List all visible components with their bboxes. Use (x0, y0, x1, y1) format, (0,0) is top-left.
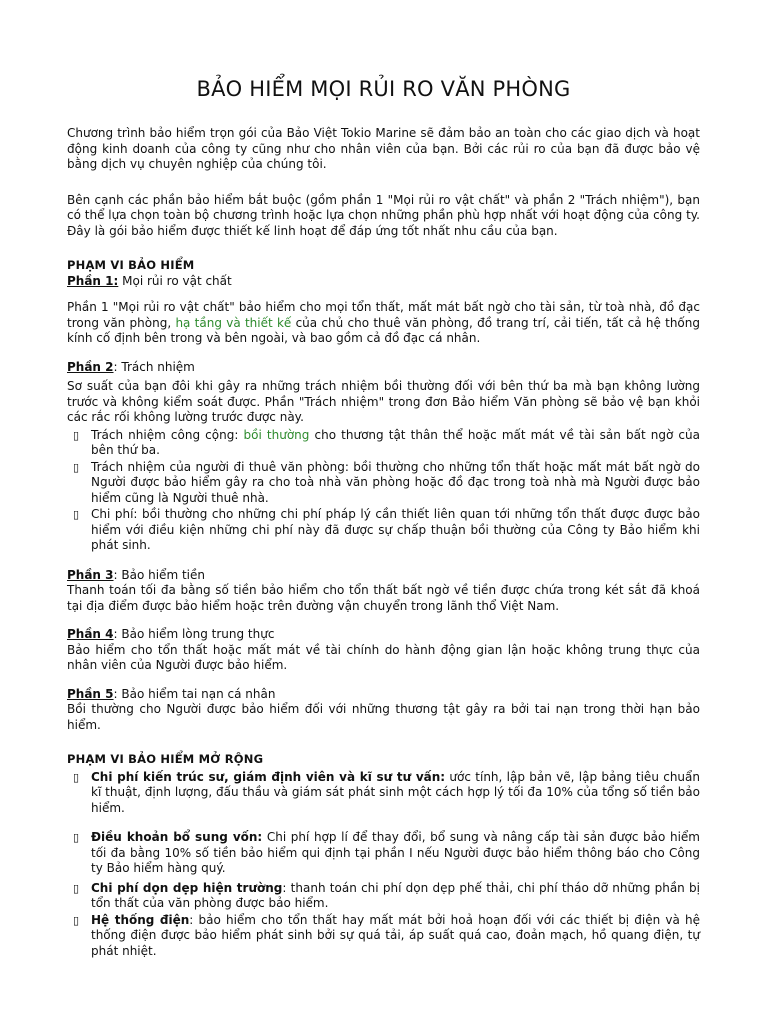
list-item (67, 770, 700, 817)
extended-bullet-list (67, 770, 700, 960)
ext-item-3-title: Chi phí dọn dẹp hiện trường (91, 880, 283, 895)
part-5-heading (67, 687, 700, 703)
part-3-label: Phần 3 (67, 567, 114, 582)
part-1-body (67, 300, 700, 347)
part-2-bullet-list (67, 428, 700, 554)
list-item (67, 913, 700, 960)
part-2-body: Sơ suất của bạn đôi khi gây ra những trách nhiệm bồi thường đối với bên thứ ba mà bạn không lường trước và không kiểm soát được. Phần "Trách nhiệm" trong đơn Bảo hiểm Văn phòng sẽ bảo vệ bạn khỏi các rắc rối không lường trước được này. (67, 379, 700, 424)
part-5-body: Bồi thường cho Người được bảo hiểm đối với những thương tật gây ra bởi tai nạn trong thời hạn bảo hiểm. (67, 702, 700, 732)
bullet-1-text-a: Trách nhiệm công cộng: (91, 427, 244, 442)
ext-item-1-title: Chi phí kiến trúc sư, giám định viên và kĩ sư tư vấn: (91, 769, 446, 784)
list-item (67, 881, 700, 912)
scope-heading: PHẠM VI BẢO HIỂM (67, 258, 195, 272)
part-1-body-text-b: của chủ cho thuê văn phòng, đồ trang trí, cải tiến, tất cả hệ thống kính cố định bên trong và bên ngoài, và bao gồm cả đồ đạc cá nhân. (67, 315, 700, 345)
bullet-icon: ▯ (73, 881, 80, 895)
bullet-icon: ▯ (73, 508, 80, 521)
list-item (67, 428, 700, 459)
list-item (67, 460, 700, 507)
part-1-label: Phần 1: (67, 273, 119, 288)
bullet-1-text-b: cho thương tật thân thể hoặc mất mát về tài sản bất ngờ của bên thứ ba. (91, 427, 700, 457)
part-1-title: Mọi rủi ro vật chất (118, 273, 232, 288)
part-1-body-text-a: Phần 1 "Mọi rủi ro vật chất" bảo hiểm cho mọi tổn thất, mất mát bất ngờ cho tài sản, từ toà nhà, đồ đạc trong văn phòng, (67, 300, 700, 330)
part-5-title: : Bảo hiểm tai nạn cá nhân (113, 686, 276, 701)
page-title: BẢO HIỂM MỌI RỦI RO VĂN PHÒNG (196, 77, 571, 101)
part-2-label: Phần 2 (67, 359, 114, 374)
ext-item-2-text: Chi phí hợp lí để thay đổi, bổ sung và nâng cấp tài sản được bảo hiểm tối đa bằng 10% số tiền bảo hiểm qui định tại phần I nếu Người được bảo hiểm thông báo cho Công ty Bảo hiểm hàng quý. (91, 830, 700, 875)
part-4-label: Phần 4 (67, 627, 114, 641)
ext-item-4-text: : bảo hiểm cho tổn thất hay mất mát bởi hoả hoạn đối với các thiết bị điện và hệ thống điện được bảo hiểm phát sinh bởi sự quá tải, áp suất quá cao, đoản mạch, hồ quang điện, tự phát nhiệt. (91, 912, 701, 958)
ext-item-3-text: : thanh toán chi phí dọn dẹp phế thải, chi phí tháo dỡ những phần bị tổn thất của văn phòng được bảo hiểm. (91, 880, 700, 910)
bullet-1-link-compensation[interactable]: bồi thường (243, 427, 310, 442)
intro-paragraph-2: Bên cạnh các phần bảo hiểm bắt buộc (gồm phần 1 "Mọi rủi ro vật chất" và phần 2 "Trách nhiệm"), bạn có thể lựa chọn toàn bộ chương trình hoặc lựa chọn những phần phù hợp nhất với hoạt động của công ty. Đây là gói bảo hiểm được thiết kế linh hoạt để đáp ứng tốt nhất nhu cầu của bạn. (67, 192, 700, 238)
ext-item-2-title: Điều khoản bổ sung vốn: (91, 830, 263, 844)
part-3-heading (67, 568, 700, 584)
bullet-icon: ▯ (73, 428, 80, 442)
list-item (67, 830, 700, 877)
intro-paragraph-1: Chương trình bảo hiểm trọn gói của Bảo Việt Tokio Marine sẽ đảm bảo an toàn cho các giao dịch và hoạt động kinh doanh của công ty cũng như cho nhân viên của bạn. Bởi các rủi ro của bạn đã được bảo vệ bằng dịch vụ chuyên nghiệp của chúng tôi. (67, 126, 700, 171)
part-2-title: : Trách nhiệm (113, 359, 195, 374)
ext-item-4-title: Hệ thống điện (91, 912, 190, 927)
extended-scope-heading: PHẠM VI BẢO HIỂM MỞ RỘNG (67, 752, 264, 766)
part-2-heading (67, 360, 700, 376)
part-1-link-infrastructure[interactable]: hạ tầng và thiết kế (175, 315, 292, 330)
bullet-icon: ▯ (73, 913, 80, 927)
part-3-body: Thanh toán tối đa bằng số tiền bảo hiểm cho tổn thất bất ngờ về tiền được chứa trong két sắt đã khoá tại địa điểm được bảo hiểm hoặc trên đường vận chuyển trong lãnh thổ Việt Nam. (67, 583, 700, 613)
bullet-icon: ▯ (73, 770, 80, 784)
part-5-label: Phần 5 (67, 686, 114, 701)
part-4-title: : Bảo hiểm lòng trung thực (113, 627, 275, 641)
bullet-3-text: Chi phí: bồi thường cho những chi phí pháp lý cần thiết liên quan tới những tổn thất được được bảo hiểm với điều kiện những chi phí này đã được sự chấp thuận bồi thường của Công ty Bảo hiểm khi phát sinh. (91, 507, 700, 552)
ext-item-1-text: ước tính, lập bản vẽ, lập bảng tiêu chuẩn kĩ thuật, định lượng, đấu thầu và giám sát phát sinh một cách hợp lý tối đa 10% của tổng số tiền bảo hiểm. (91, 769, 701, 815)
part-4-body: Bảo hiểm cho tổn thất hoặc mất mát về tài chính do hành động gian lận hoặc không trung thực của nhân viên của Người được bảo hiểm. (67, 642, 700, 672)
bullet-icon: ▯ (73, 460, 80, 474)
bullet-2-text: Trách nhiệm của người đi thuê văn phòng: bồi thường cho những tổn thất hoặc mất mát bất ngờ do Người được bảo hiểm gây ra cho toà nhà văn phòng hoặc đồ đạc trong toà nhà mà Người được bảo hiểm cũng là Người thuê nhà. (91, 459, 700, 505)
part-1-heading (67, 274, 700, 290)
list-item (67, 507, 700, 554)
part-4-heading (67, 627, 700, 643)
bullet-icon: ▯ (73, 831, 80, 844)
part-3-title: : Bảo hiểm tiền (113, 567, 205, 582)
